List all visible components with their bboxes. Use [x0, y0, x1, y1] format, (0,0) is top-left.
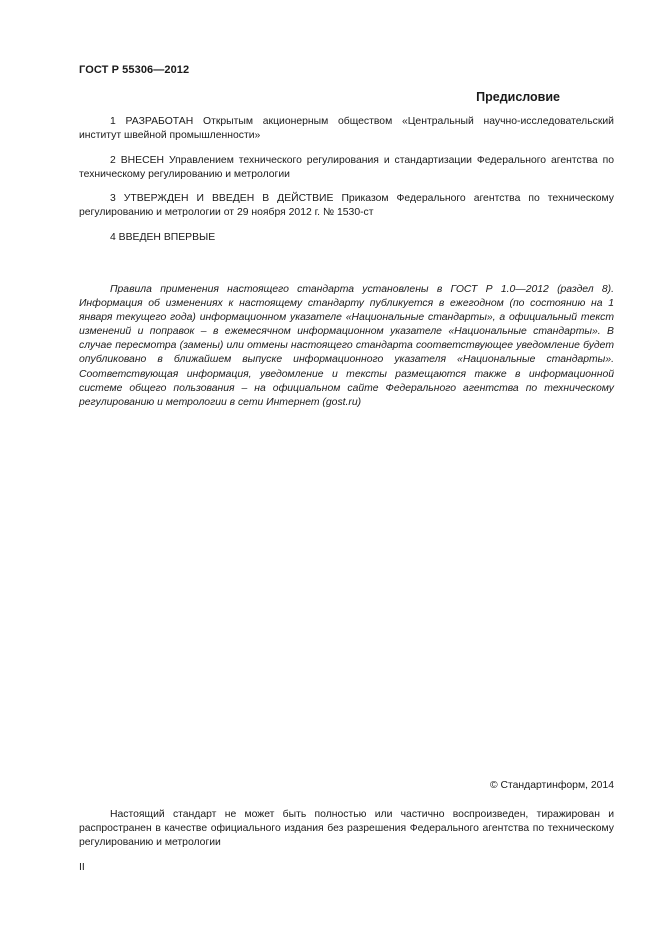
reproduction-rights-note: Настоящий стандарт не может быть полностью или частично воспроизведен, тиражирован и распространен в качестве официального издания без разрешения Федерального агентства по техническому регулированию и метрологии	[79, 809, 614, 848]
foreword-item-2: 2 ВНЕСЕН Управлением технического регулирования и стандартизации Федерального агентства по техническому регулированию и метрологии	[79, 155, 614, 180]
foreword-title: Предисловие	[476, 90, 560, 104]
foreword-item-1: 1 РАЗРАБОТАН Открытым акционерным обществом «Центральный научно-исследовательский институт швейной промышленности»	[79, 116, 614, 141]
standard-code: ГОСТ Р 55306—2012	[79, 64, 190, 76]
copyright-line: © Стандартинформ, 2014	[489, 780, 614, 791]
foreword-item-4: 4 ВВЕДЕН ВПЕРВЫЕ	[110, 232, 216, 243]
foreword-item-3: 3 УТВЕРЖДЕН И ВВЕДЕН В ДЕЙСТВИЕ Приказом Федерального агентства по техническому регулированию и метрологии от 29 ноября 2012 г. № 1530-ст	[79, 193, 614, 218]
application-rules-notice: Правила применения настоящего стандарта установлены в ГОСТ Р 1.0—2012 (раздел 8). Информация об изменениях к настоящему стандарту публикуется в ежегодном (по состоянию на 1 января текущего года) информационном указателе «Национальные стандарты», а официальный текст изменений и поправок – в ежемесячном информационном указателе «Национальные стандарты». В случае пересмотра (замены) или отмены настоящего стандарта соответствующее уведомление будет опубликовано в ближайшем выпуске информационного указателя «Национальные стандарты». Соответствующая информация, уведомление и тексты размещаются также в информационной системе общего пользования – на официальном сайте Федерального агентства по техническому регулированию и метрологии в сети Интернет (gost.ru)	[79, 284, 614, 408]
page-number: II	[79, 862, 85, 873]
